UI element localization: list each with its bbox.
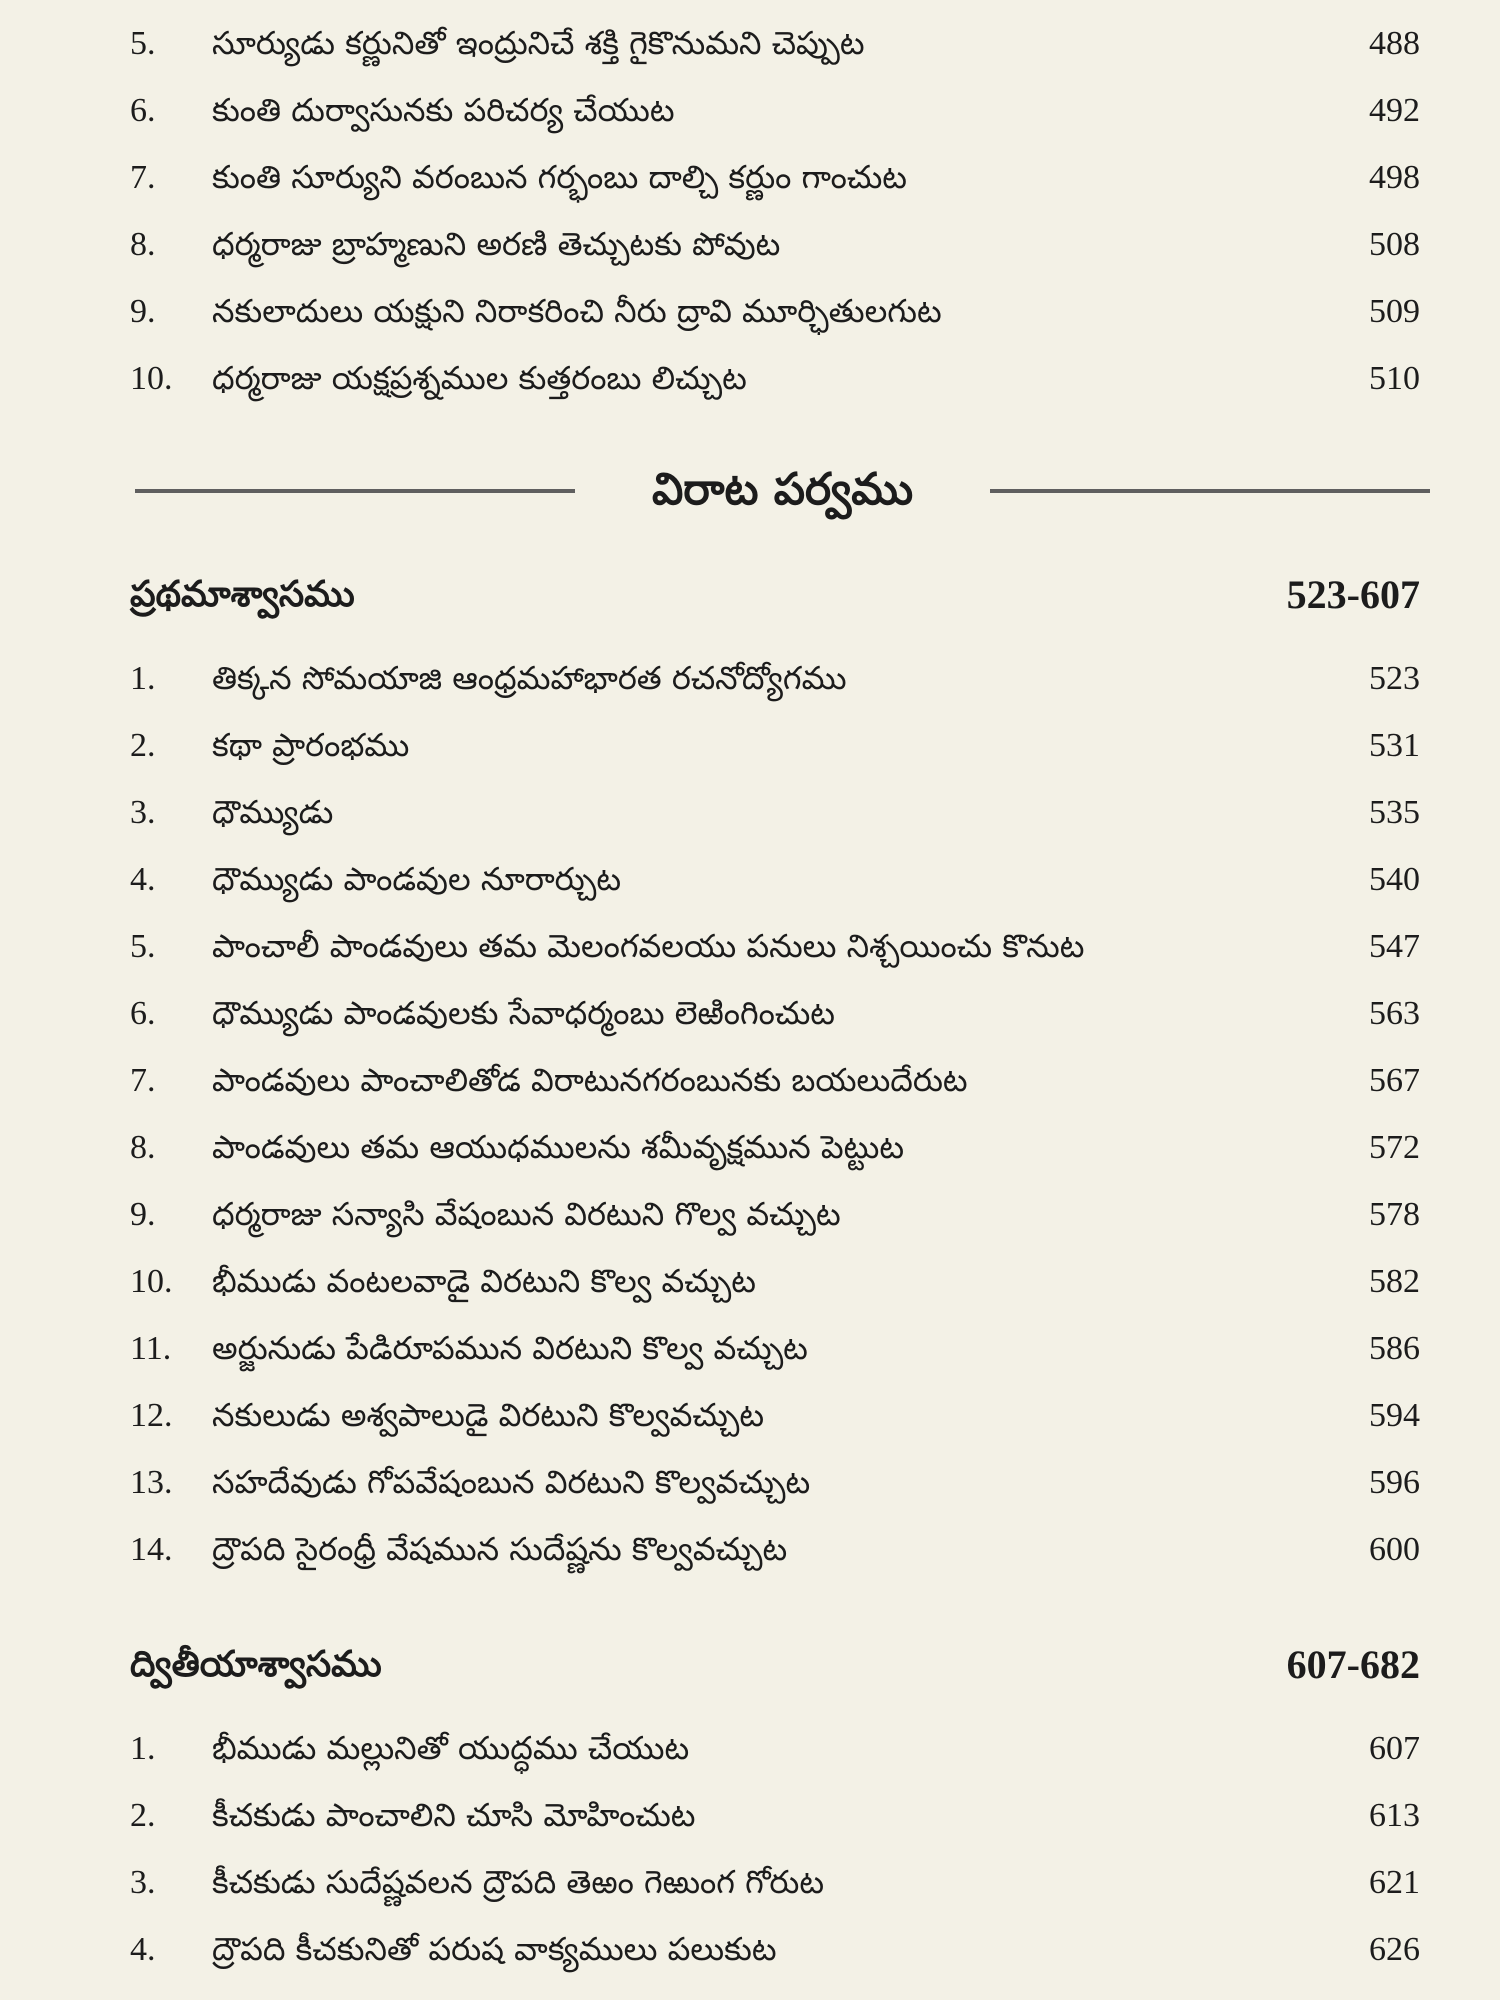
entry-number: 4.	[130, 861, 156, 898]
section-heading	[130, 1635, 1420, 1695]
entry-page: 547	[1369, 928, 1420, 965]
entry-page: 582	[1369, 1263, 1420, 1300]
entry-page: 621	[1369, 1864, 1420, 1901]
entry-title: ధర్మరాజు యక్షప్రశ్నముల కుత్తరంబు లిచ్చుట	[212, 359, 747, 397]
section-2-entries	[130, 1715, 1420, 1983]
entry-title: అర్జునుడు పేడిరూపమున విరటుని కొల్వ వచ్చుట	[212, 1329, 808, 1367]
entry-title: కథా ప్రారంభము	[212, 726, 410, 764]
entry-number: 3.	[130, 1864, 156, 1901]
entry-number: 1.	[130, 660, 156, 697]
entry-number: 11.	[130, 1330, 172, 1367]
entry-number: 5.	[130, 25, 156, 62]
entry-page: 578	[1369, 1196, 1420, 1233]
entry-page: 523	[1369, 660, 1420, 697]
toc-entry	[130, 1382, 1420, 1449]
toc-entry	[130, 1715, 1420, 1782]
entry-title: తిక్కన సోమయాజి ఆంధ్రమహాభారత రచనోద్యోగము	[212, 659, 847, 697]
entry-title: పాంచాలీ పాండవులు తమ మెలంగవలయు పనులు నిశ్చయించు కొనుట	[212, 927, 1085, 965]
entry-number: 9.	[130, 1196, 156, 1233]
entry-number: 1.	[130, 1730, 156, 1767]
toc-entry	[130, 77, 1420, 144]
toc-entry	[130, 1047, 1420, 1114]
section-1-entries	[130, 645, 1420, 1583]
entry-page: 594	[1369, 1397, 1420, 1434]
entry-number: 10.	[130, 1263, 173, 1300]
entry-page: 563	[1369, 995, 1420, 1032]
entry-number: 2.	[130, 727, 156, 764]
heading-rule-left	[135, 489, 575, 493]
entry-page: 567	[1369, 1062, 1420, 1099]
entry-page: 498	[1369, 159, 1420, 196]
toc-entry	[130, 1782, 1420, 1849]
entry-title: నకులుడు అశ్వపాలుడై విరటుని కొల్వవచ్చుట	[212, 1396, 765, 1434]
section-page-range: 523-607	[1286, 572, 1420, 617]
toc-entry	[130, 846, 1420, 913]
entry-number: 6.	[130, 92, 156, 129]
entry-title: పాండవులు తమ ఆయుధములను శమీవృక్షమున పెట్టుట	[212, 1128, 905, 1166]
entry-number: 13.	[130, 1464, 173, 1501]
section-name: ద్వితీయాశ్వాసము	[130, 1644, 382, 1685]
entry-title: కుంతి దుర్వాసునకు పరిచర్య చేయుట	[212, 91, 675, 129]
entry-page: 586	[1369, 1330, 1420, 1367]
toc-entry	[130, 1315, 1420, 1382]
entry-number: 4.	[130, 1931, 156, 1968]
entry-page: 613	[1369, 1797, 1420, 1834]
entry-number: 9.	[130, 293, 156, 330]
entry-number: 6.	[130, 995, 156, 1032]
toc-entry	[130, 779, 1420, 846]
entry-title: పాండవులు పాంచాలితోడ విరాటునగరంబునకు బయలుదేరుట	[212, 1061, 968, 1099]
toc-entry	[130, 211, 1420, 278]
entry-title: ధర్మరాజు బ్రాహ్మణుని అరణి తెచ్చుటకు పోవుట	[212, 225, 781, 263]
entry-title: ద్రౌపది సైరంధ్రీ వేషమున సుదేష్ణను కొల్వవచ్చుట	[212, 1530, 788, 1568]
entry-page: 531	[1369, 727, 1420, 764]
entry-title: సహదేవుడు గోపవేషంబున విరటుని కొల్వవచ్చుట	[212, 1463, 811, 1501]
entry-number: 10.	[130, 360, 173, 397]
toc-entry	[130, 1248, 1420, 1315]
entry-title: నకులాదులు యక్షుని నిరాకరించి నీరు ద్రావి మూర్ఛితులగుట	[212, 292, 942, 330]
toc-entry	[130, 1114, 1420, 1181]
entry-number: 8.	[130, 226, 156, 263]
toc-entry	[130, 1449, 1420, 1516]
entry-title: సూర్యుడు కర్ణునితో ఇంద్రునిచే శక్తి గైకొనుమని చెప్పుట	[212, 24, 865, 62]
toc-entry	[130, 1181, 1420, 1248]
entry-number: 7.	[130, 1062, 156, 1099]
toc-entry	[130, 345, 1420, 412]
parva-heading	[135, 455, 1430, 525]
entry-page: 572	[1369, 1129, 1420, 1166]
toc-entry	[130, 10, 1420, 77]
entry-title: భీముడు వంటలవాడై విరటుని కొల్వ వచ్చుట	[212, 1262, 756, 1300]
entry-number: 8.	[130, 1129, 156, 1166]
toc-entry	[130, 1516, 1420, 1583]
entry-title: ద్రౌపది కీచకునితో పరుష వాక్యములు పలుకుట	[212, 1930, 777, 1968]
toc-entry	[130, 913, 1420, 980]
heading-rule-right	[990, 489, 1430, 493]
entry-number: 5.	[130, 928, 156, 965]
entry-title: కీచకుడు పాంచాలిని చూసి మోహించుట	[212, 1796, 696, 1834]
entry-page: 596	[1369, 1464, 1420, 1501]
entry-title: ధౌమ్యుడు పాండవుల నూరార్చుట	[212, 860, 622, 898]
toc-entry	[130, 144, 1420, 211]
section-heading	[130, 565, 1420, 625]
top-entries-list	[130, 10, 1420, 412]
entry-page: 508	[1369, 226, 1420, 263]
toc-entry	[130, 645, 1420, 712]
entry-page: 510	[1369, 360, 1420, 397]
entry-number: 2.	[130, 1797, 156, 1834]
toc-entry	[130, 1916, 1420, 1983]
entry-number: 12.	[130, 1397, 173, 1434]
entry-title: ధౌమ్యుడు	[212, 793, 334, 831]
entry-page: 488	[1369, 25, 1420, 62]
section-page-range: 607-682	[1286, 1642, 1420, 1687]
entry-title: ధౌమ్యుడు పాండవులకు సేవాధర్మంబు లెఱింగించుట	[212, 994, 835, 1032]
section-name: ప్రథమాశ్వాసము	[130, 574, 355, 615]
entry-page: 607	[1369, 1730, 1420, 1767]
entry-page: 540	[1369, 861, 1420, 898]
toc-entry	[130, 980, 1420, 1047]
entry-number: 3.	[130, 794, 156, 831]
entry-page: 626	[1369, 1931, 1420, 1968]
entry-title: ధర్మరాజు సన్యాసి వేషంబున విరటుని గొల్వ వచ్చుట	[212, 1195, 841, 1233]
toc-entry	[130, 1849, 1420, 1916]
entry-page: 509	[1369, 293, 1420, 330]
entry-page: 600	[1369, 1531, 1420, 1568]
entry-page: 535	[1369, 794, 1420, 831]
parva-title: విరాట పర్వము	[651, 464, 914, 515]
entry-number: 14.	[130, 1531, 173, 1568]
entry-number: 7.	[130, 159, 156, 196]
toc-entry	[130, 712, 1420, 779]
toc-entry	[130, 278, 1420, 345]
entry-title: కుంతి సూర్యుని వరంబున గర్భంబు దాల్చి కర్ణుం గాంచుట	[212, 158, 907, 196]
entry-title: కీచకుడు సుదేష్ణవలన ద్రౌపది తెఱం గెఱుంగ గోరుట	[212, 1863, 825, 1901]
entry-page: 492	[1369, 92, 1420, 129]
entry-title: భీముడు మల్లునితో యుద్ధము చేయుట	[212, 1729, 690, 1767]
